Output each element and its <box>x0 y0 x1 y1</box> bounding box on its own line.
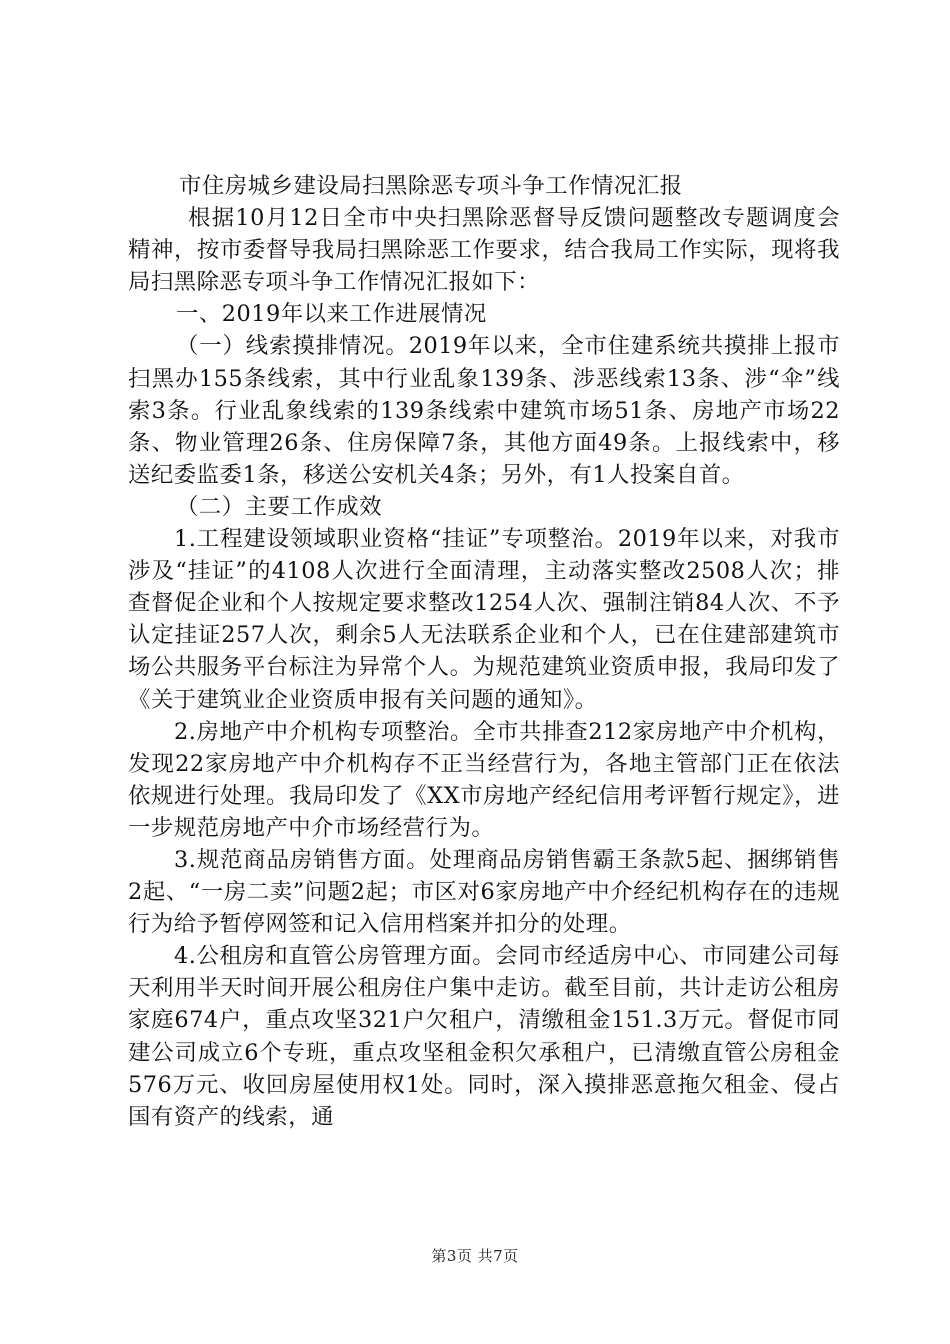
paragraph-intro: 根据10月12日全市中央扫黑除恶督导反馈问题整改专题调度会精神，按市委督导我局扫黑除恶工作要求，结合我局工作实际，现将我局扫黑除恶专项斗争工作情况汇报如下： <box>128 205 840 296</box>
document-body <box>128 170 840 1133</box>
document-title: 市住房城乡建设局扫黑除恶专项斗争工作情况汇报 <box>179 173 683 199</box>
section-heading-2: （二）主要工作成效 <box>176 493 383 520</box>
paragraph-item-2: 2.房地产中介机构专项整治。全市共排查212家房地产中介机构，发现22家房地产中介机构存不正当经营行为，各地主管部门正在依法依规进行处理。我局印发了《XX市房地产经纪信用考评暂行规定》，进一步规范房地产中介市场经营行为。 <box>128 718 840 841</box>
section-heading-1: 一、2019年以来工作进展情况 <box>176 301 487 328</box>
page-number: 第3页 共7页 <box>431 1247 519 1265</box>
paragraph-item-1: 1.工程建设领域职业资格“挂证”专项整治。2019年以来，对我市涉及“挂证”的4108人次进行全面清理，主动落实整改2508人次；排查督促企业和个人按规定要求整改1254人次、强制注销84人次、不予认定挂证257人次，剩余5人无法联系企业和个人，已在住建部建筑市场公共服务平台标注为异常个人。为规范建筑业资质申报，我局印发了《关于建筑业企业资质申报有关问题的通知》。 <box>128 526 840 713</box>
paragraph-item-4: 4.公租房和直管公房管理方面。会同市经适房中心、市同建公司每天利用半天时间开展公租房住户集中走访。截至目前，共计走访公租房家庭674户，重点攻坚321户欠租户，清缴租金151.3万元。督促市同建公司成立6个专班，重点攻坚租金积欠承租户，已清缴直管公房租金576万元、收回房屋使用权1处。同时，深入摸排恶意拖欠租金、侵占国有资产的线索，通 <box>128 943 840 1130</box>
paragraph-item-3: 3.规范商品房销售方面。处理商品房销售霸王条款5起、捆绑销售2起、“一房二卖”问题2起；市区对6家房地产中介经纪机构存在的违规行为给予暂停网签和记入信用档案并扣分的处理。 <box>128 846 840 938</box>
page-footer <box>0 1245 950 1266</box>
paragraph-clue-investigation: （一）线索摸排情况。2019年以来，全市住建系统共摸排上报市扫黑办155条线索，其中行业乱象139条、涉恶线索13条、涉“伞”线索3条。行业乱象线索的139条线索中建筑市场51条、房地产市场22条、物业管理26条、住房保障7条，其他方面49条。上报线索中，移送纪委监委1条，移送公安机关4条；另外，有1人投案自首。 <box>128 333 840 488</box>
